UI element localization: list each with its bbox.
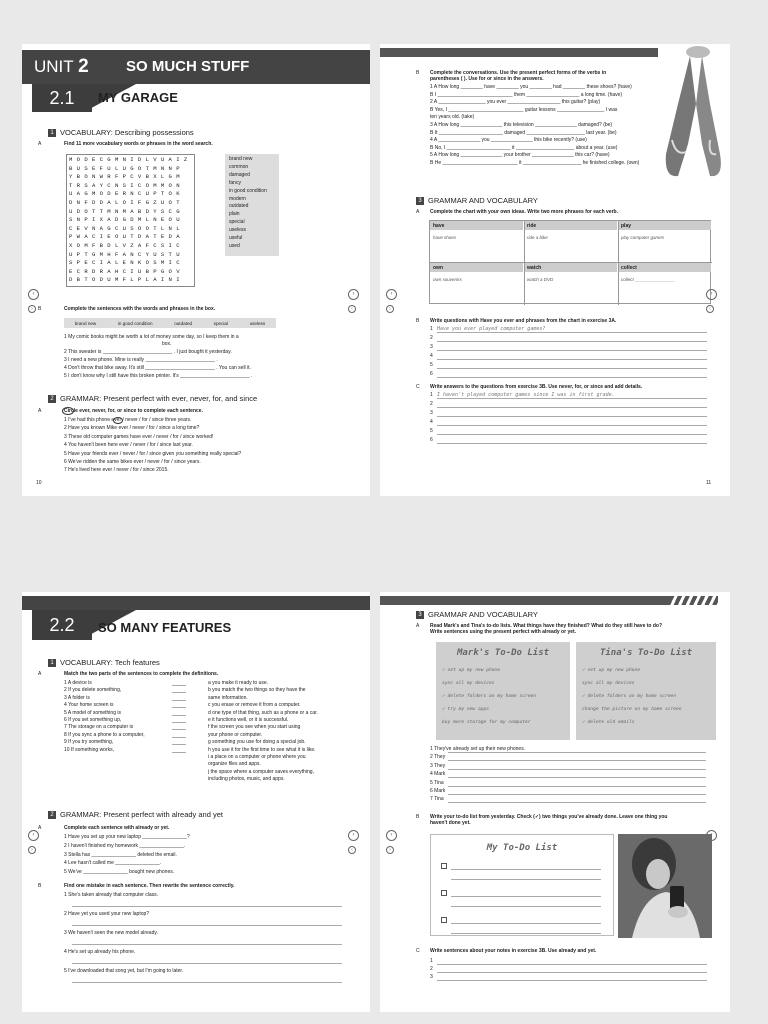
grid-row-9[interactable]: CEVNAGCUSOOTLNL — [69, 224, 184, 232]
section-3-heading: 3 GRAMMAR AND VOCABULARY — [416, 196, 538, 205]
match-line[interactable] — [172, 685, 186, 686]
instruction-2b: Complete the conversations. Use the present perfect forms of the verbs in — [430, 70, 607, 76]
todo-item: ✓ try my new apps — [442, 707, 490, 712]
item-number: 2 — [430, 401, 433, 407]
item-number: 5 — [430, 362, 433, 368]
exercise-2a-item[interactable]: 3 Stella has ________________ deleted the email. — [64, 851, 177, 858]
match-line[interactable] — [172, 729, 186, 730]
exercise-2a-item[interactable]: 2 I haven't finished my homework ________________. — [64, 842, 186, 849]
answer-line[interactable] — [448, 769, 706, 770]
definition-start: 9 If you try something, — [64, 739, 114, 746]
prev-page-icon[interactable]: ‹ — [28, 830, 39, 841]
chart-divider — [618, 221, 619, 305]
grid-row-11[interactable]: XOMFBDLVZAFCSIC — [69, 241, 184, 249]
page-number: 10 — [36, 480, 42, 486]
exercise-letter-a: A — [416, 623, 420, 629]
exercise-3a-line[interactable]: 6 Mark — [430, 788, 446, 794]
page-number: 11 — [706, 480, 712, 486]
chart-cell[interactable]: collect ________________ — [621, 277, 676, 282]
definition-end: your phone or computer. — [208, 731, 263, 738]
item-number: 4 — [430, 419, 433, 425]
exercise-1b-item: 5 I don't know why I still have this broken printer. It's _________________________ . — [64, 373, 253, 379]
audio-icon[interactable]: › — [28, 305, 36, 313]
audio-icon[interactable]: › — [386, 846, 394, 854]
answer-line[interactable] — [448, 794, 706, 795]
match-line[interactable] — [172, 722, 186, 723]
item-number: 2 — [430, 966, 433, 972]
word-search-grid[interactable] — [66, 154, 195, 287]
chart-cell[interactable]: ride a bike — [527, 235, 548, 240]
grid-row-14[interactable]: ECRDRAHCIUBPGOV — [69, 267, 184, 275]
exercise-3a-line[interactable]: 5 Tina — [430, 779, 444, 786]
exercise-2b-item: 5 I've downloaded that song yet, but I'm going to later. — [64, 968, 184, 974]
exercise-1b-item: 3 I need a new phone. Mine is really _________________________ . — [64, 357, 218, 363]
exercise-2a-item[interactable]: 3 These old computer games have ever / never / for / since worked! — [64, 433, 214, 440]
definition-start: 2 If you delete something, — [64, 687, 122, 694]
word-list-item: damaged — [229, 171, 250, 178]
exercise-2b-item: 4 He's set up already his phone. — [64, 949, 136, 955]
exercise-letter-a: A — [38, 825, 42, 831]
checkbox[interactable] — [441, 863, 447, 869]
section-2-heading: 2 GRAMMAR: Present perfect with ever, never, for, and since — [48, 394, 257, 403]
grid-row-1[interactable]: MODECGMNIDLVUAIZ — [69, 156, 192, 163]
prev-page-icon[interactable]: ‹ — [28, 289, 39, 300]
answer-line[interactable] — [437, 377, 707, 378]
grid-row-12[interactable]: UPTGMHFANCYUSTU — [69, 250, 184, 258]
chart-divider — [430, 262, 712, 263]
answer-line[interactable] — [72, 963, 342, 964]
header-stripes — [670, 596, 718, 605]
unit-title: SO MUCH STUFF — [126, 58, 250, 75]
instruction-2b-cont: parentheses ( ). Use for or since in the answers. — [430, 76, 544, 82]
item-number: 5 — [430, 428, 433, 434]
conversation-line[interactable]: B No, I _______________________ it _____________________ about a year. (use) — [430, 144, 618, 151]
word-box — [64, 318, 276, 328]
answer-line[interactable] — [72, 944, 342, 945]
word-list-item: modern — [229, 195, 246, 202]
exercise-letter-a: A — [38, 141, 42, 147]
conversation-line[interactable]: 4 A _______________ you _______________ this bike recently? (use) — [430, 137, 587, 144]
exercise-letter-b: B — [38, 306, 42, 312]
exercise-2a-item[interactable]: 4 You haven't been here ever / never / for / since last year. — [64, 442, 193, 449]
instruction-1a: Match the two parts of the sentences to complete the definitions. — [64, 671, 219, 677]
todo-item: ✓ set up my new phone — [582, 668, 641, 673]
definition-end: g something you use for doing a special job. — [208, 739, 306, 746]
todo-line[interactable] — [451, 906, 601, 907]
instruction-3a-cont: Write sentences using the present perfect with already or yet. — [430, 629, 577, 635]
exercise-3a-line[interactable]: 1 They've already set up their new phones. — [430, 746, 526, 752]
definition-start: 10 If something works, — [64, 746, 115, 753]
next-page-icon[interactable]: › — [348, 830, 359, 841]
exercise-2b-item: 3 We haven't seen the new model already. — [64, 930, 158, 936]
conversation-line[interactable]: B He ___________________________ it _____________________ he finished college. (own) — [430, 160, 640, 166]
tinas-list-title: Tina's To-Do List — [599, 648, 693, 658]
exercise-2a-item[interactable]: 6 We've ridden the same bikes ever / never / for / since years. — [64, 459, 201, 465]
word-list-item: special — [229, 219, 245, 226]
definition-end: j the space where a computer saves everything, — [208, 768, 314, 775]
conversation-line[interactable]: 2 A _________________ you ever ___________________ this guitar? (play) — [430, 99, 601, 106]
todo-line[interactable] — [451, 869, 601, 870]
instruction-3a: Complete the chart with your own ideas. Write two more phrases for each verb. — [430, 209, 619, 215]
lesson-title: SO MANY FEATURES — [98, 620, 232, 635]
exercise-3a-line[interactable]: 2 They — [430, 754, 446, 761]
item-number: 1 — [430, 958, 433, 964]
instruction-3c: Write answers to the questions from exercise 3B. Use never, for, or since and add details. — [430, 384, 643, 390]
word-list-item: common — [229, 163, 249, 170]
todo-item: buy more storage for my computer — [442, 720, 531, 725]
word-box-item: useless — [249, 320, 266, 326]
exercise-2a-item[interactable]: 7 He's lived here ever / never / for / since 2015. — [64, 467, 169, 474]
exercise-1b-item: 4 Don't throw that bike away. It's still _________________________ . You can sell it. — [64, 365, 251, 371]
item-number: 3 — [430, 974, 433, 980]
answer-line[interactable] — [437, 332, 707, 333]
match-line[interactable] — [172, 700, 186, 701]
answer-line[interactable] — [437, 368, 707, 369]
word-list-box — [225, 154, 279, 256]
chart-cell[interactable]: watch a DVD — [527, 277, 554, 282]
definition-end: including photos, music, and apps. — [208, 776, 285, 783]
answer-line[interactable] — [437, 980, 707, 981]
answer-line[interactable] — [437, 341, 707, 342]
answer-line[interactable] — [437, 972, 707, 973]
match-line[interactable] — [172, 692, 186, 693]
checkbox[interactable] — [441, 890, 447, 896]
page-2-2-continued — [380, 592, 730, 1012]
exercise-letter-c: C — [416, 948, 420, 954]
grid-row-7[interactable]: UDOTTMNMABDYSCG — [69, 207, 184, 215]
answer-line[interactable] — [448, 802, 706, 803]
instruction-3c: Write sentences about your notes in exercise 3B. Use already and yet. — [430, 948, 597, 954]
match-line[interactable] — [172, 707, 186, 708]
match-line[interactable] — [172, 744, 186, 745]
definition-end: same information. — [208, 694, 248, 701]
page-2-2 — [22, 592, 370, 1012]
exercise-2a-item[interactable]: 2 Have you known Mike ever / never / for / since a long time? — [64, 425, 200, 432]
example-answer: I haven't played computer games since I was in first grade. — [437, 392, 615, 398]
section-1-heading: 1 VOCABULARY: Describing possessions — [48, 128, 194, 137]
match-line[interactable] — [172, 752, 186, 753]
conversation-line[interactable]: 5 A How long _______________ your brother _______________ this car? (have) — [430, 152, 610, 159]
instruction-3b: Write your to-do list from yesterday. Check (✓) two things you've already done. Leave one thing you — [430, 814, 668, 820]
todo-line[interactable] — [451, 923, 601, 924]
exercise-letter-b: B — [416, 70, 420, 76]
answer-line[interactable] — [448, 760, 706, 761]
lesson-number: 2.1 — [32, 84, 92, 112]
page-2-1-continued — [380, 44, 730, 496]
todo-item: ✓ delete folders on my home screen — [582, 694, 677, 699]
chart-head-ride: ride — [524, 221, 617, 230]
exercise-letter-b: B — [416, 814, 420, 820]
section-1-heading: 1 VOCABULARY: Tech features — [48, 658, 160, 667]
item-number: 6 — [430, 371, 433, 377]
exercise-3a-line[interactable]: 7 Tina — [430, 796, 444, 803]
chart-head-own: own — [430, 263, 523, 272]
exercise-letter-b: B — [38, 883, 42, 889]
page-2-1 — [22, 44, 370, 496]
checkbox[interactable] — [441, 917, 447, 923]
prev-page-icon[interactable]: ‹ — [386, 289, 397, 300]
answer-line[interactable] — [72, 906, 342, 907]
prev-page-icon[interactable]: ‹ — [386, 830, 397, 841]
grid-row-5[interactable]: UAGMODERNCUPTOK — [69, 190, 184, 198]
chart-head-have: have — [430, 221, 523, 230]
exercise-2a-item[interactable]: 1 I've had this phone ever / never / for / since three years. — [64, 417, 192, 423]
answer-line[interactable] — [448, 752, 706, 753]
unit-banner — [22, 50, 370, 84]
audio-icon[interactable]: ‹ — [348, 846, 356, 854]
conversation-line[interactable]: B Yes, I ___________________________ guitar lessons _________________ I was — [430, 106, 618, 113]
match-line[interactable] — [172, 715, 186, 716]
todo-item: sync all my devices — [582, 681, 635, 686]
word-list-item: in good condition — [229, 187, 267, 194]
unit-label: UNIT 2 — [34, 56, 89, 77]
answer-line[interactable] — [72, 982, 342, 983]
definition-start: 6 If you set something up, — [64, 717, 122, 723]
word-box-item: special — [213, 320, 228, 326]
woman-with-phone-photo — [618, 834, 712, 938]
example-answer: Have you ever played computer games? — [437, 326, 546, 332]
section-2-heading: 2 GRAMMAR: Present perfect with already and yet — [48, 810, 223, 819]
exercise-letter-b: B — [416, 318, 420, 324]
instruction-2a: Complete each sentence with already or yet. — [64, 825, 170, 831]
chart-cell[interactable]: play computer games — [621, 235, 665, 240]
my-list-title: My To-Do List — [486, 843, 558, 853]
answer-line[interactable] — [437, 964, 707, 965]
marks-list-title: Mark's To-Do List — [456, 648, 550, 658]
item-number: 3 — [430, 410, 433, 416]
exercise-3a-line[interactable]: 4 Mark — [430, 771, 446, 778]
definition-end: d one type of that thing, such as a phone or a car. — [208, 709, 318, 716]
item-number: 2 — [430, 335, 433, 341]
exercise-letter-a: A — [416, 209, 420, 215]
item-number: 6 — [430, 437, 433, 443]
answer-line[interactable] — [437, 359, 707, 360]
marks-todo-list — [436, 642, 570, 740]
todo-item: change the picture on my home screen — [582, 707, 682, 712]
todo-line[interactable] — [451, 896, 601, 897]
grid-row-2[interactable]: BUSEFULUGOTMNNP — [69, 164, 184, 172]
header-bar — [22, 596, 370, 610]
exercise-1b-item: box. — [162, 341, 172, 347]
word-list-item: useless — [229, 227, 246, 234]
answer-line[interactable] — [437, 425, 707, 426]
conversation-line[interactable]: ten years old. (take) — [430, 114, 475, 121]
definition-start: 8 If you sync a phone to a computer, — [64, 731, 145, 738]
definition-end: organize files and apps. — [208, 761, 261, 768]
exercise-2a-item[interactable]: 5 We've ________________ bought new phones. — [64, 869, 175, 876]
circle-mark — [62, 407, 74, 415]
todo-line[interactable] — [451, 879, 601, 880]
match-line[interactable] — [172, 737, 186, 738]
answer-line[interactable] — [437, 434, 707, 435]
exercise-letter-a: A — [38, 671, 42, 677]
audio-icon[interactable]: ‹ — [348, 305, 356, 313]
exercise-letter-c: C — [416, 384, 420, 390]
header-bar — [380, 48, 670, 57]
next-page-icon[interactable]: › — [706, 289, 717, 300]
grid-row-6[interactable]: DNFDDALOIFGZUOT — [69, 198, 184, 206]
word-list-item: outdated — [229, 203, 249, 210]
definition-start: 7 The storage on a computer is — [64, 724, 134, 731]
definition-start: 3 A folder is — [64, 694, 90, 701]
word-list-item: fancy — [229, 179, 241, 186]
audio-icon[interactable]: › — [28, 846, 36, 854]
todo-line[interactable] — [451, 933, 601, 934]
exercise-1b-item: 1 My comic books might be worth a lot of money some day, so I keep them in a — [64, 334, 239, 340]
word-box-item: outdated — [174, 320, 193, 326]
instruction-2a: Circle ever, never, for, or since to complete each sentence. — [64, 408, 203, 414]
instruction-3b: Write questions with Have you ever and phrases from the chart in exercise 3A. — [430, 318, 617, 324]
word-list-item: useful — [229, 235, 243, 242]
answer-line[interactable] — [437, 407, 707, 408]
answer-line[interactable] — [448, 786, 706, 787]
word-list-item: used — [229, 242, 240, 249]
grid-row-15[interactable]: DBTODUMFLPLAINI — [69, 276, 184, 284]
definition-end: b you match the two things so they have the — [208, 687, 306, 694]
instruction-2b: Find one mistake in each sentence. Then rewrite the sentence correctly. — [64, 883, 235, 889]
grid-row-10[interactable]: PWACIEOUTDATEDA — [69, 233, 184, 241]
word-box-item: brand new — [74, 320, 97, 326]
answer-line[interactable] — [437, 443, 707, 444]
conversation-line[interactable]: B It _______________________ damaged _____________________ last year. (be) — [430, 129, 617, 136]
audio-icon[interactable]: ‹ — [706, 305, 714, 313]
grid-row-4[interactable]: TRSAYCNSICOMMON — [69, 181, 184, 189]
todo-item: ✓ set up my new phone — [442, 668, 501, 673]
sneakers-photo — [658, 44, 726, 184]
header-bar — [380, 596, 670, 605]
chart-divider — [524, 221, 525, 305]
chart-cell[interactable]: own souvenirs — [433, 277, 462, 282]
instruction-1a: Find 11 more vocabulary words or phrases in the word search. — [64, 141, 213, 147]
answer-line[interactable] — [437, 398, 707, 399]
word-box-item: in good condition — [117, 320, 153, 326]
section-3-heading: 3 GRAMMAR AND VOCABULARY — [416, 610, 538, 619]
answer-line[interactable] — [72, 925, 342, 926]
definition-end: h you use it for the first time to see what it is like. — [208, 746, 316, 753]
item-number: 1 — [430, 392, 433, 398]
conversation-line[interactable]: B I ___________________________ them ___________________ a long time. (have) — [430, 91, 623, 98]
conversation-line[interactable]: 1 A How long ________ have ________ you ________ had ________ these shoes? (have) — [430, 84, 632, 90]
definition-end: e it functions well, or it is successful. — [208, 717, 289, 723]
item-number: 3 — [430, 344, 433, 350]
grid-row-8[interactable]: SNPIXADGDMLNEOU — [69, 216, 184, 224]
lesson-title: MY GARAGE — [98, 90, 178, 105]
exercise-letter-a: A — [38, 408, 42, 414]
grid-row-13[interactable]: SPECIALENKOSMIC — [69, 259, 184, 267]
chart-head-play: play — [618, 221, 711, 230]
definition-end: f the screen you see when you start using — [208, 724, 301, 731]
exercise-1b-item: 2 This sweater is _________________________ . I just bought it yesterday. — [64, 349, 232, 355]
verb-chart[interactable] — [429, 220, 711, 304]
next-page-icon[interactable]: › — [348, 289, 359, 300]
exercise-2b-item: 2 Have yet you used your new laptop? — [64, 911, 150, 917]
todo-item: ✓ delete old emails — [582, 720, 635, 725]
definition-end: a you make it ready to use. — [208, 680, 269, 686]
instruction-3b-cont: haven't done yet. — [430, 820, 471, 826]
definition-start: 1 A device is — [64, 680, 92, 686]
my-todo-list[interactable] — [430, 834, 614, 936]
answer-line[interactable] — [437, 350, 707, 351]
item-number: 1 — [430, 326, 433, 332]
exercise-2b-item: 1 She's taken already that computer class. — [64, 892, 159, 898]
answer-line[interactable] — [448, 777, 706, 778]
word-list-item: plain — [229, 211, 240, 218]
tinas-todo-list — [576, 642, 716, 740]
item-number: 4 — [430, 353, 433, 359]
conversation-line[interactable]: 3 A How long _______________ this television _______________ damaged? (be) — [430, 122, 613, 128]
word-list-item: brand new — [229, 156, 253, 162]
definition-end: i a place on a computer or phone where you — [208, 754, 306, 760]
exercise-2a-item[interactable]: 5 Have your friends ever / never / for / since given you something really special? — [64, 450, 242, 457]
definition-start: 4 Your home screen is — [64, 702, 114, 709]
exercise-3a-line[interactable]: 3 They — [430, 762, 446, 769]
chart-head-watch: watch — [524, 263, 617, 272]
instruction-1b: Complete the sentences with the words and phrases in the box. — [64, 306, 216, 312]
instruction-3a: Read Mark's and Tina's to-do lists. What things have they finished? What do they still have to do? — [430, 623, 663, 629]
grid-row-3[interactable]: YBONWRFPCVBXLGM — [69, 173, 184, 181]
exercise-2a-item[interactable]: 1 Have you set up your new laptop ________________? — [64, 834, 190, 840]
chart-head-collect: collect — [618, 263, 711, 272]
lesson-number: 2.2 — [32, 610, 92, 640]
todo-item: ✓ delete folders on my home screen — [442, 694, 537, 699]
definition-end: c you erase or remove it from a computer. — [208, 702, 301, 709]
audio-icon[interactable]: › — [386, 305, 394, 313]
answer-line[interactable] — [437, 416, 707, 417]
todo-item: sync all my devices — [442, 681, 495, 686]
circled-answer — [113, 417, 123, 424]
chart-cell[interactable]: have shoes — [433, 235, 457, 240]
exercise-2a-item[interactable]: 4 Lee hasn't called me ________________. — [64, 860, 162, 867]
definition-start: 5 A model of something is — [64, 709, 121, 716]
